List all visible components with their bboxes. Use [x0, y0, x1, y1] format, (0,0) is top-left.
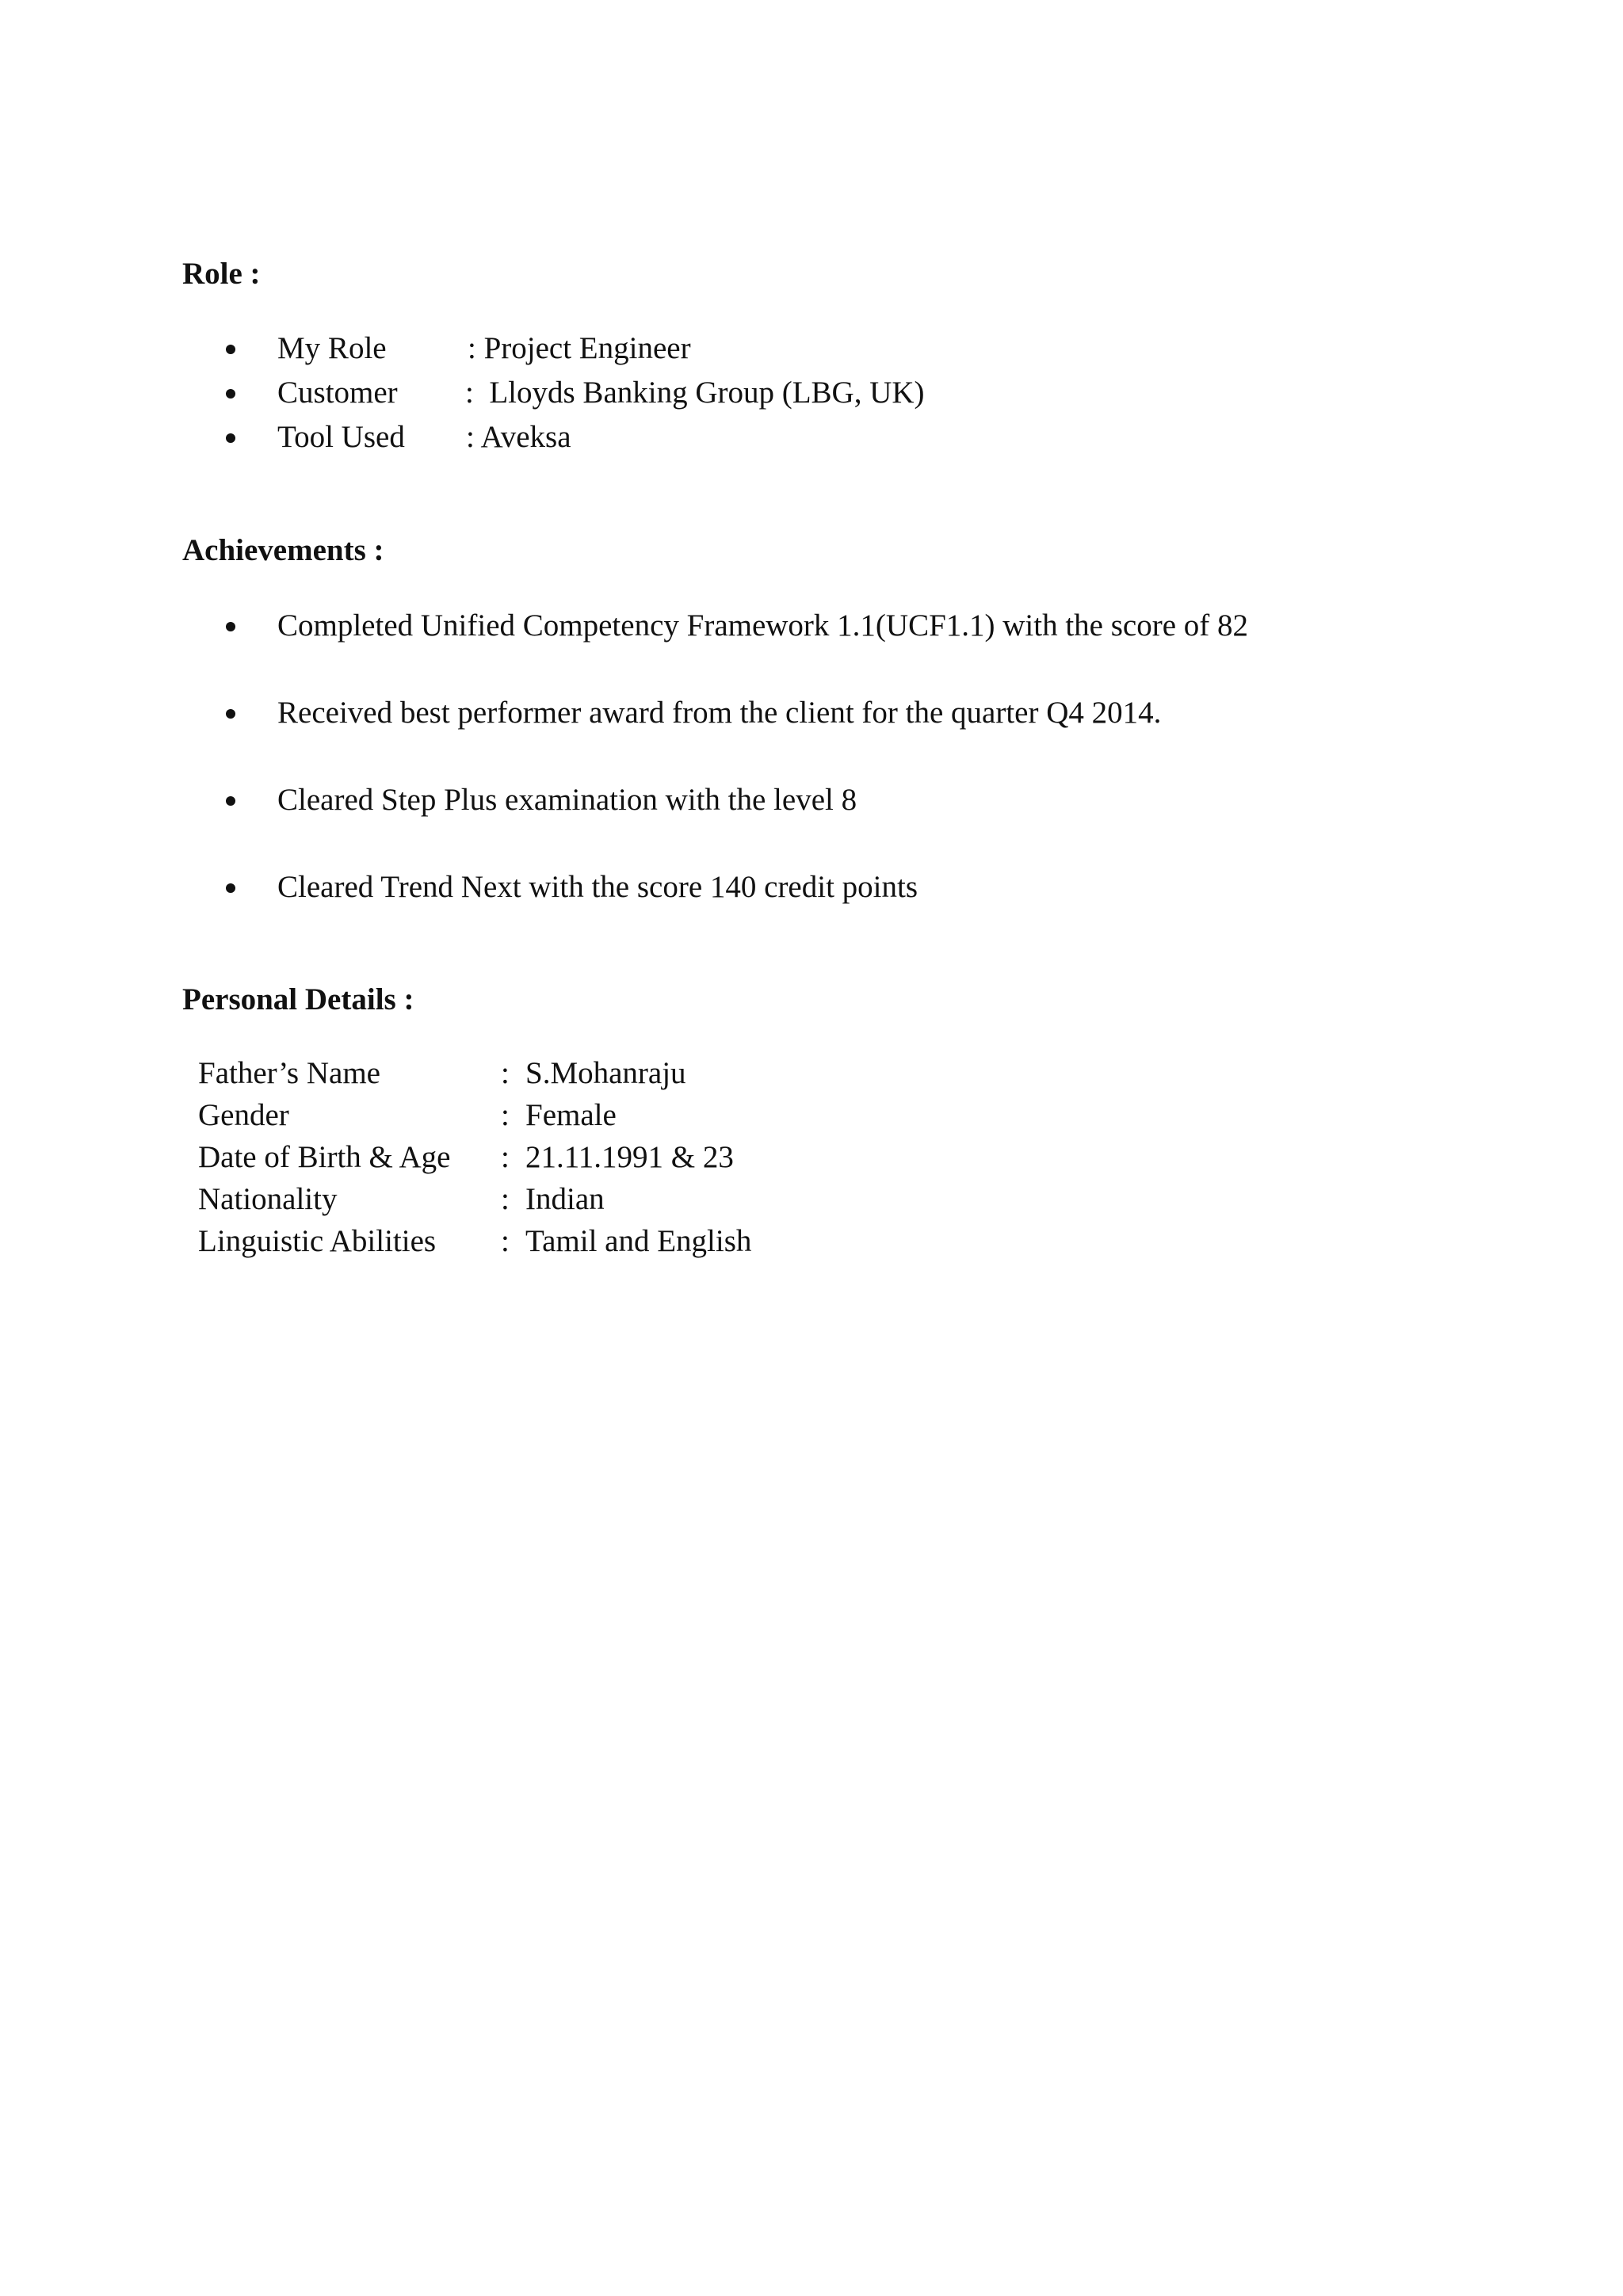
- bullet-icon: [226, 376, 258, 410]
- role-item-label: Customer: [277, 376, 398, 410]
- role-item-text: Aveksa: [480, 420, 571, 454]
- role-item-separator: :: [465, 376, 490, 410]
- bullet-icon: [226, 783, 258, 818]
- role-heading: Role :: [182, 257, 261, 291]
- bullet-icon: [226, 331, 258, 366]
- role-item-value: [465, 376, 925, 410]
- role-item-text: Lloyds Banking Group (LBG, UK): [489, 376, 925, 410]
- detail-value: 21.11.1991 & 23: [525, 1140, 734, 1174]
- achievements-heading: Achievements :: [182, 533, 384, 567]
- role-item-value: [466, 420, 571, 455]
- detail-label: Gender: [198, 1098, 289, 1132]
- detail-value: Tamil and English: [525, 1224, 752, 1258]
- detail-label: Nationality: [198, 1182, 338, 1216]
- achievement-text: Received best performer award from the client for the quarter Q4 2014.: [277, 696, 1162, 730]
- detail-label: Date of Birth & Age: [198, 1140, 451, 1174]
- achievement-text: Completed Unified Competency Framework 1.1(UCF1.1) with the score of 82: [277, 608, 1249, 643]
- bullet-icon: [226, 870, 258, 905]
- detail-label: Linguistic Abilities: [198, 1224, 437, 1258]
- detail-separator: :: [501, 1056, 510, 1090]
- role-item-text: Project Engineer: [483, 331, 691, 365]
- role-item-separator: :: [466, 420, 481, 454]
- role-item-label: Tool Used: [277, 420, 405, 454]
- detail-separator: :: [501, 1098, 510, 1132]
- detail-label: Father’s Name: [198, 1056, 380, 1090]
- detail-value: S.Mohanraju: [525, 1056, 686, 1090]
- personal-details-heading: Personal Details :: [182, 982, 414, 1016]
- detail-separator: :: [501, 1224, 510, 1258]
- role-item-value: [468, 331, 691, 366]
- detail-value: Indian: [525, 1182, 605, 1216]
- bullet-icon: [226, 420, 258, 455]
- role-item-separator: :: [468, 331, 484, 365]
- bullet-icon: [226, 608, 258, 643]
- role-item-label: My Role: [277, 331, 387, 365]
- achievement-text: Cleared Step Plus examination with the level 8: [277, 783, 857, 817]
- bullet-icon: [226, 696, 258, 730]
- detail-separator: :: [501, 1140, 510, 1174]
- achievement-text: Cleared Trend Next with the score 140 credit points: [277, 870, 918, 904]
- detail-value: Female: [525, 1098, 617, 1132]
- detail-separator: :: [501, 1182, 510, 1216]
